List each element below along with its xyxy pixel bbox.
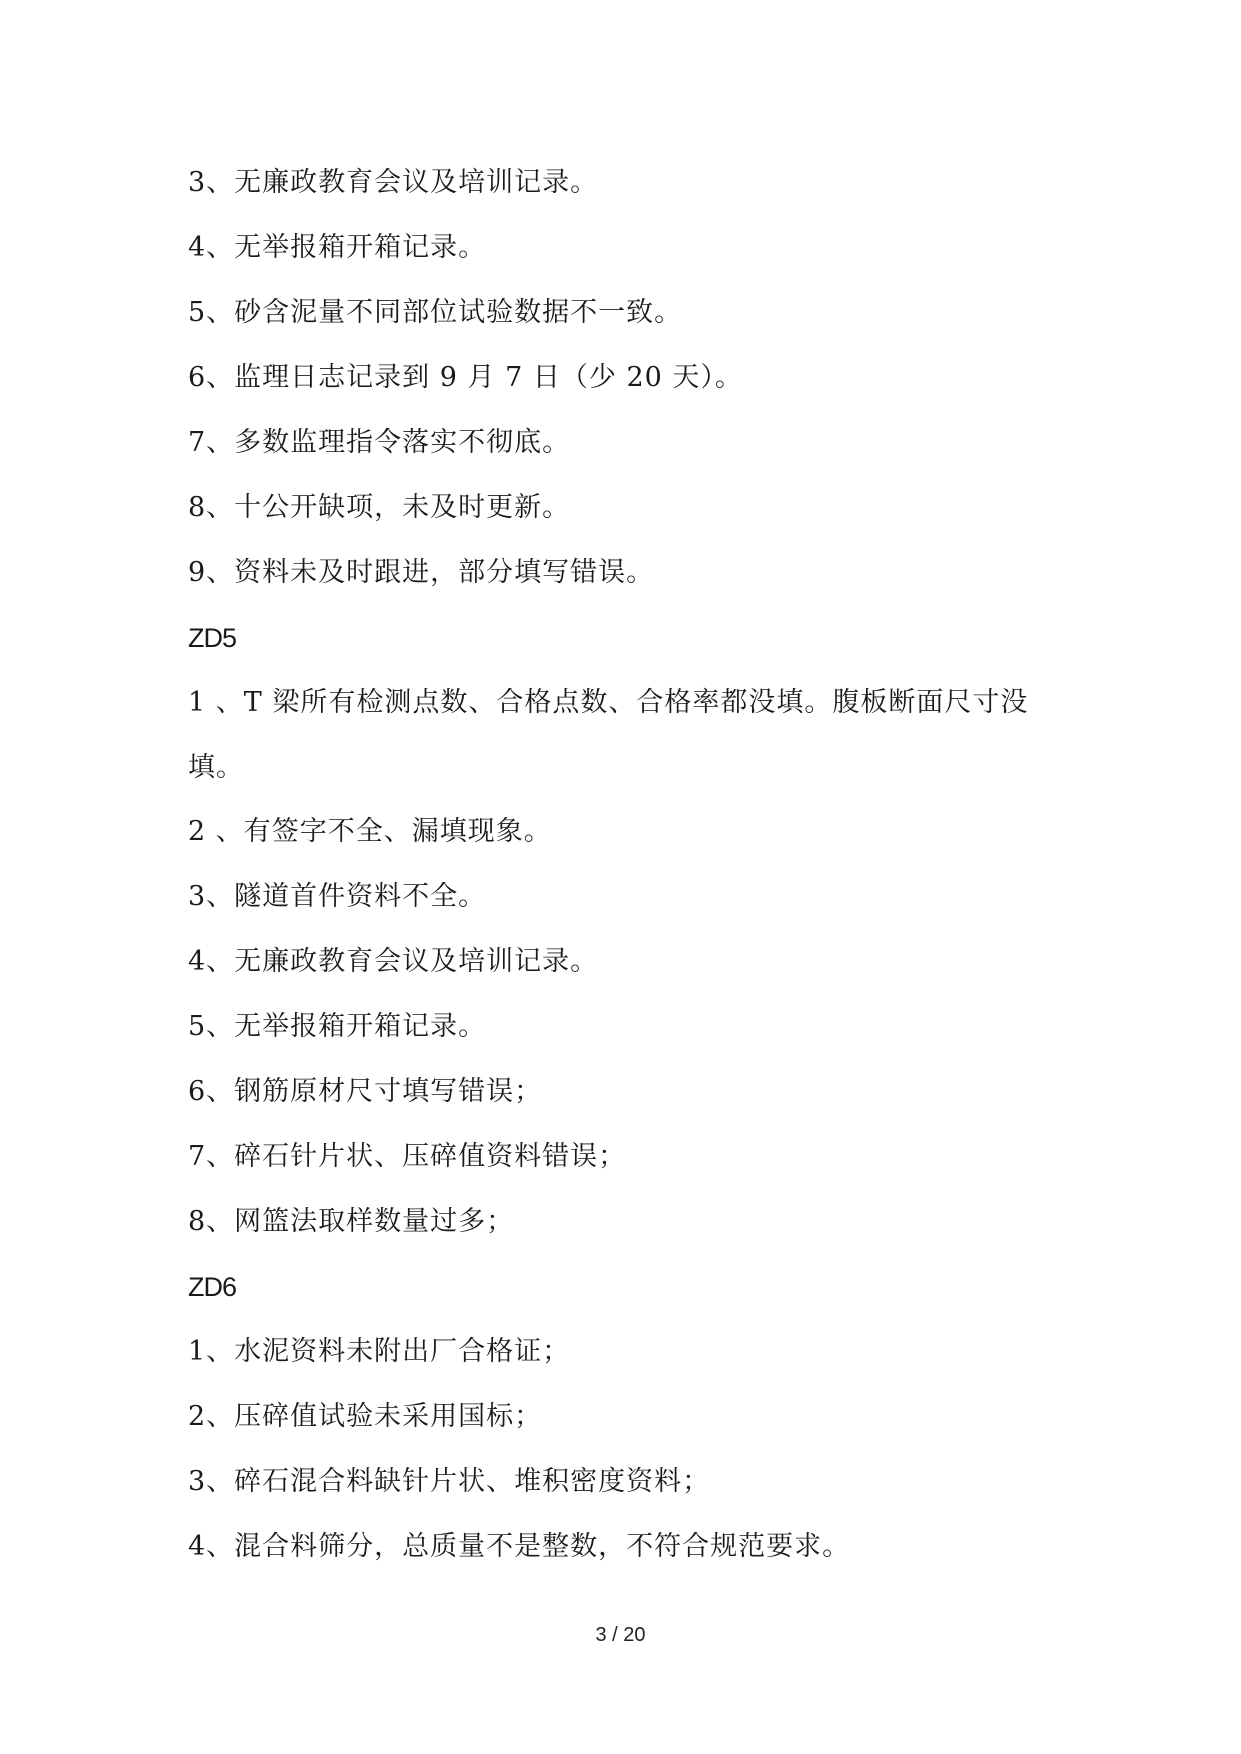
- list-item: 7、碎石针片状、压碎值资料错误；: [188, 1141, 627, 1172]
- page-number: 3 / 20: [595, 1624, 646, 1646]
- list-item: 2 、有签字不全、漏填现象。: [188, 816, 552, 847]
- list-item: 1、水泥资料未附出厂合格证；: [188, 1336, 571, 1367]
- list-item: 5、砂含泥量不同部位试验数据不一致。: [188, 297, 683, 328]
- list-item: 4、无举报箱开箱记录。: [188, 232, 487, 263]
- list-item: 8、十公开缺项，未及时更新。: [188, 492, 571, 523]
- list-item: 4、无廉政教育会议及培训记录。: [188, 946, 599, 977]
- list-item: 2、压碎值试验未采用国标；: [188, 1401, 543, 1432]
- list-item: 6、监理日志记录到 9 月 7 日（少 20 天）。: [188, 362, 743, 393]
- list-item: 5、无举报箱开箱记录。: [188, 1011, 487, 1042]
- list-item: 1 、T 梁所有检测点数、合格点数、合格率都没填。腹板断面尺寸没填。: [188, 687, 1029, 783]
- section-heading: ZD6: [188, 1272, 237, 1302]
- list-item: 9、资料未及时跟进，部分填写错误。: [188, 557, 655, 588]
- list-item: 6、钢筋原材尺寸填写错误；: [188, 1076, 543, 1107]
- list-item: 3、隧道首件资料不全。: [188, 881, 487, 912]
- list-item: 7、多数监理指令落实不彻底。: [188, 427, 571, 458]
- list-item: 8、网篮法取样数量过多；: [188, 1206, 515, 1237]
- section-heading: ZD5: [188, 623, 237, 653]
- list-item: 3、无廉政教育会议及培训记录。: [188, 167, 599, 198]
- list-item: 3、碎石混合料缺针片状、堆积密度资料；: [188, 1466, 711, 1497]
- document-body: [188, 159, 1068, 1588]
- list-item: 4、混合料筛分，总质量不是整数，不符合规范要求。: [188, 1531, 851, 1562]
